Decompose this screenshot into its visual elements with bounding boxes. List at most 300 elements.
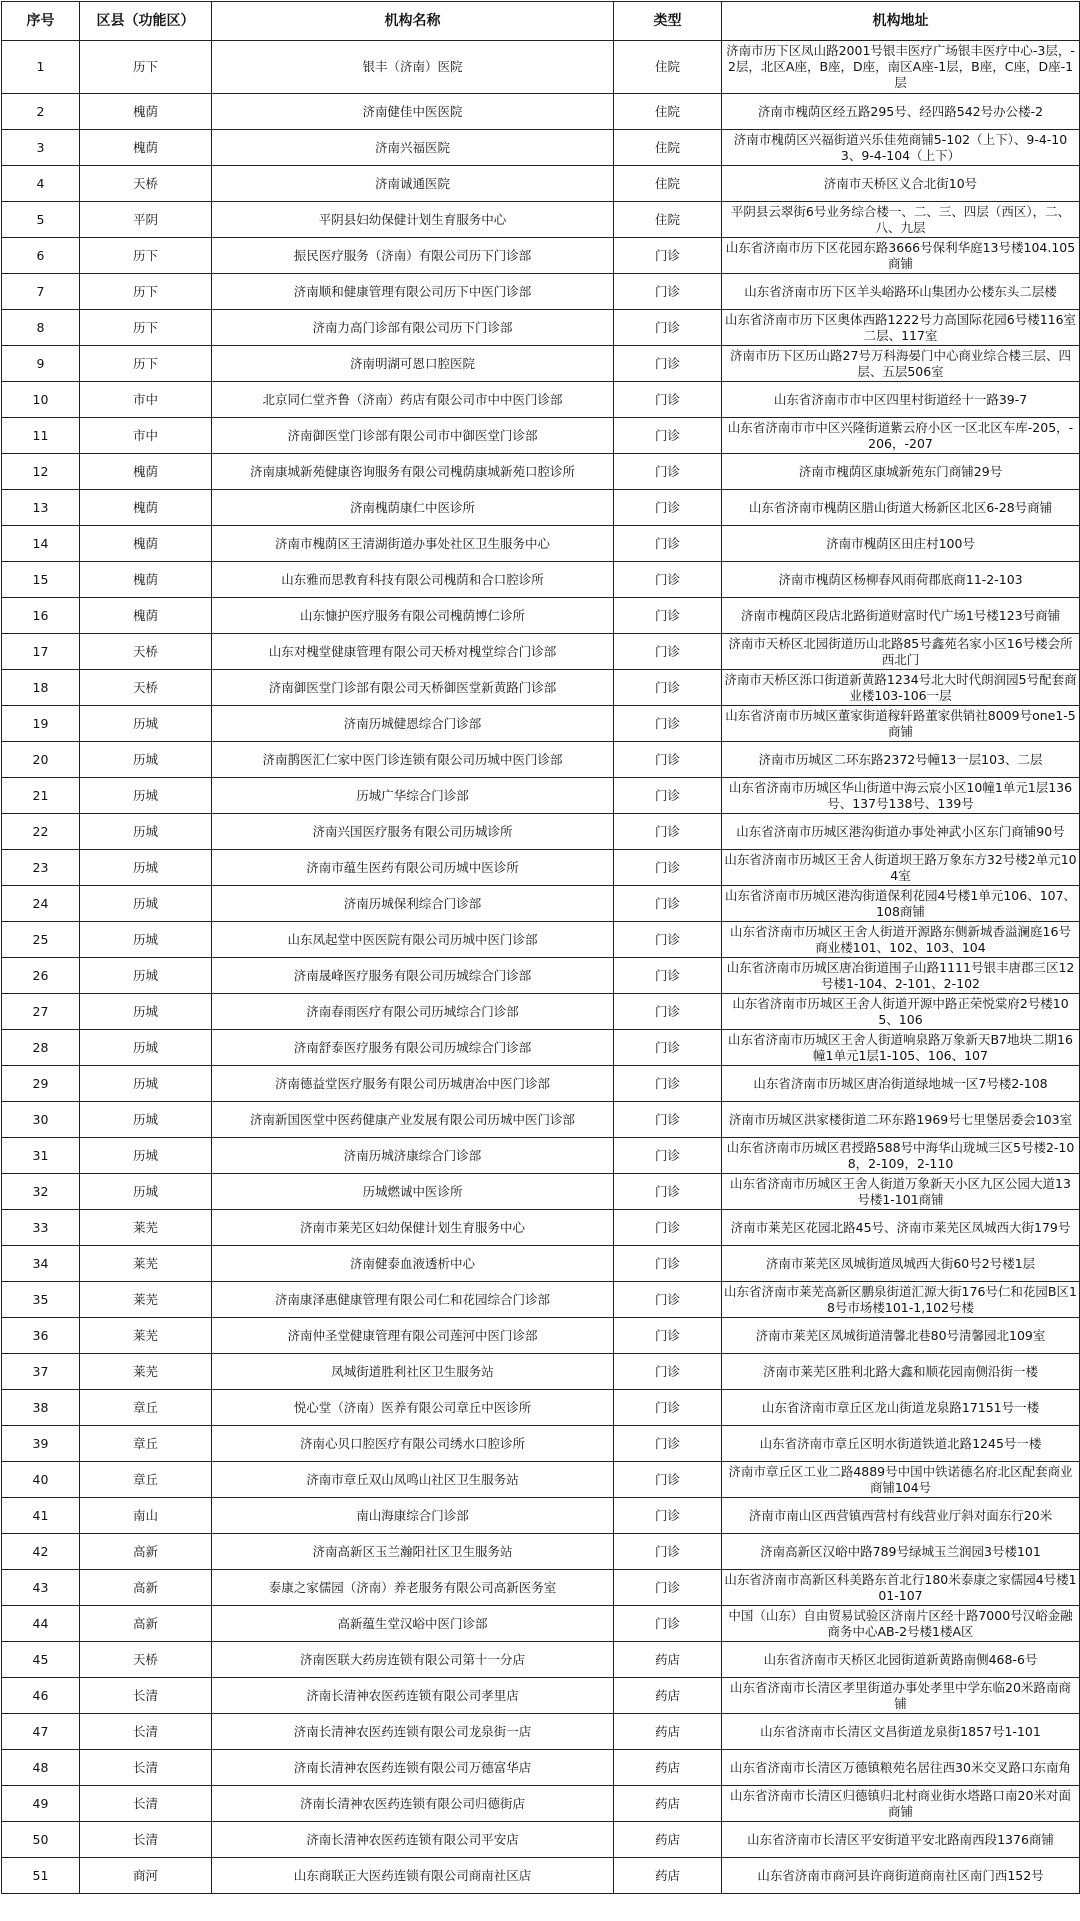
table-row — [2, 1462, 1080, 1498]
district-cell: 历城 — [80, 850, 212, 886]
institution-name-cell: 济南御医堂门诊部有限公司天桥御医堂新黄路门诊部 — [212, 670, 614, 706]
type-cell: 门诊 — [614, 1066, 722, 1102]
type-cell: 门诊 — [614, 490, 722, 526]
institution-name-cell: 银丰（济南）医院 — [212, 41, 614, 94]
district-cell: 槐荫 — [80, 94, 212, 130]
district-cell: 天桥 — [80, 166, 212, 202]
address-cell: 济南市槐荫区田庄村100号 — [722, 526, 1080, 562]
district-cell: 南山 — [80, 1498, 212, 1534]
table-header-row — [2, 2, 1080, 41]
address-cell: 山东省济南市历下区羊头峪路环山集团办公楼东头二层楼 — [722, 274, 1080, 310]
serial-number-cell: 38 — [2, 1390, 80, 1426]
type-cell: 门诊 — [614, 1606, 722, 1642]
serial-number-cell: 14 — [2, 526, 80, 562]
district-cell: 高新 — [80, 1570, 212, 1606]
district-cell: 天桥 — [80, 670, 212, 706]
district-cell: 天桥 — [80, 634, 212, 670]
address-cell: 山东省济南市历城区港沟街道办事处神武小区东门商铺90号 — [722, 814, 1080, 850]
district-cell: 莱芜 — [80, 1210, 212, 1246]
table-row — [2, 166, 1080, 202]
district-cell: 高新 — [80, 1606, 212, 1642]
district-cell: 莱芜 — [80, 1318, 212, 1354]
address-cell: 平阴县云翠街6号业务综合楼一、二、三、四层（西区），二、八、九层 — [722, 202, 1080, 238]
table-row — [2, 850, 1080, 886]
type-cell: 门诊 — [614, 1318, 722, 1354]
institution-name-cell: 济南兴国医疗服务有限公司历城诊所 — [212, 814, 614, 850]
institution-name-cell: 历城广华综合门诊部 — [212, 778, 614, 814]
table-row — [2, 238, 1080, 274]
type-cell: 门诊 — [614, 958, 722, 994]
serial-number-cell: 18 — [2, 670, 80, 706]
table-row — [2, 1534, 1080, 1570]
institution-name-cell: 历城燃诚中医诊所 — [212, 1174, 614, 1210]
type-cell: 药店 — [614, 1678, 722, 1714]
serial-number-cell: 4 — [2, 166, 80, 202]
district-cell: 历城 — [80, 1174, 212, 1210]
table-row — [2, 1786, 1080, 1822]
type-cell: 门诊 — [614, 850, 722, 886]
table-row — [2, 1750, 1080, 1786]
district-cell: 章丘 — [80, 1462, 212, 1498]
serial-number-cell: 9 — [2, 346, 80, 382]
district-cell: 槐荫 — [80, 526, 212, 562]
table-row — [2, 958, 1080, 994]
district-cell: 历城 — [80, 778, 212, 814]
table-row — [2, 1246, 1080, 1282]
address-cell: 济南市槐荫区杨柳春风雨荷郡底商11-2-103 — [722, 562, 1080, 598]
type-cell: 门诊 — [614, 814, 722, 850]
district-cell: 平阴 — [80, 202, 212, 238]
district-cell: 历下 — [80, 41, 212, 94]
address-cell: 济南市槐荫区康城新苑东门商铺29号 — [722, 454, 1080, 490]
institution-name-cell: 济南长清神农医药连锁有限公司万德富华店 — [212, 1750, 614, 1786]
institution-name-cell: 济南高新区玉兰瀚阳社区卫生服务站 — [212, 1534, 614, 1570]
district-cell: 长清 — [80, 1822, 212, 1858]
table-row — [2, 1318, 1080, 1354]
district-cell: 市中 — [80, 382, 212, 418]
type-cell: 门诊 — [614, 634, 722, 670]
district-cell: 槐荫 — [80, 130, 212, 166]
institution-name-cell: 高新蕴生堂汉峪中医门诊部 — [212, 1606, 614, 1642]
serial-number-cell: 32 — [2, 1174, 80, 1210]
address-cell: 济南市历城区二环东路2372号幢13一层103、二层 — [722, 742, 1080, 778]
serial-number-cell: 13 — [2, 490, 80, 526]
institution-name-cell: 济南御医堂门诊部有限公司市中御医堂门诊部 — [212, 418, 614, 454]
district-cell: 历城 — [80, 1138, 212, 1174]
table-row — [2, 634, 1080, 670]
institution-name-cell: 济南槐荫康仁中医诊所 — [212, 490, 614, 526]
table-row — [2, 1642, 1080, 1678]
district-cell: 历城 — [80, 814, 212, 850]
serial-number-cell: 47 — [2, 1714, 80, 1750]
type-cell: 门诊 — [614, 1354, 722, 1390]
district-cell: 莱芜 — [80, 1246, 212, 1282]
district-cell: 高新 — [80, 1534, 212, 1570]
address-cell: 济南市莱芜区胜利北路大鑫和顺花园南侧沿街一楼 — [722, 1354, 1080, 1390]
address-cell: 山东省济南市历城区君授路588号中海华山珑城三区5号楼2-108，2-109，2-110 — [722, 1138, 1080, 1174]
serial-number-cell: 40 — [2, 1462, 80, 1498]
address-cell: 山东省济南市历城区唐冶街道绿地城一区7号楼2-108 — [722, 1066, 1080, 1102]
table-row — [2, 454, 1080, 490]
institution-name-cell: 济南医联大药房连锁有限公司第十一分店 — [212, 1642, 614, 1678]
serial-number-cell: 25 — [2, 922, 80, 958]
institution-name-cell: 济南顺和健康管理有限公司历下中医门诊部 — [212, 274, 614, 310]
serial-number-cell: 28 — [2, 1030, 80, 1066]
district-cell: 长清 — [80, 1750, 212, 1786]
type-cell: 药店 — [614, 1822, 722, 1858]
institution-name-cell: 济南长清神农医药连锁有限公司龙泉街一店 — [212, 1714, 614, 1750]
district-cell: 历城 — [80, 706, 212, 742]
type-cell: 住院 — [614, 166, 722, 202]
institution-name-cell: 济南康泽惠健康管理有限公司仁和花园综合门诊部 — [212, 1282, 614, 1318]
institution-name-cell: 山东雅而思教育科技有限公司槐荫和合口腔诊所 — [212, 562, 614, 598]
address-cell: 济南市莱芜区花园北路45号、济南市莱芜区凤城西大街179号 — [722, 1210, 1080, 1246]
institution-name-cell: 济南健泰血液透析中心 — [212, 1246, 614, 1282]
table-row — [2, 41, 1080, 94]
institution-name-cell: 济南健佳中医医院 — [212, 94, 614, 130]
type-cell: 门诊 — [614, 1390, 722, 1426]
table-row — [2, 1678, 1080, 1714]
table-row — [2, 994, 1080, 1030]
serial-number-cell: 5 — [2, 202, 80, 238]
serial-number-cell: 43 — [2, 1570, 80, 1606]
institution-name-cell: 济南力高门诊部有限公司历下门诊部 — [212, 310, 614, 346]
district-cell: 历城 — [80, 1102, 212, 1138]
serial-number-cell: 20 — [2, 742, 80, 778]
address-cell: 山东省济南市市中区兴隆街道紫云府小区一区北区车库-205，-206，-207 — [722, 418, 1080, 454]
table-row — [2, 706, 1080, 742]
institution-name-cell: 凤城街道胜利社区卫生服务站 — [212, 1354, 614, 1390]
address-cell: 山东省济南市长清区文昌街道龙泉街1857号1-101 — [722, 1714, 1080, 1750]
address-cell: 山东省济南市历城区王舍人街道坝王路万象东方32号楼2单元104室 — [722, 850, 1080, 886]
type-cell: 门诊 — [614, 526, 722, 562]
address-cell: 山东省济南市市中区四里村街道经十一路39-7 — [722, 382, 1080, 418]
table-row — [2, 1138, 1080, 1174]
address-cell: 山东省济南市历城区王舍人街道万象新天小区九区公园大道13号楼1-101商铺 — [722, 1174, 1080, 1210]
serial-number-cell: 44 — [2, 1606, 80, 1642]
district-cell: 长清 — [80, 1678, 212, 1714]
table-row — [2, 814, 1080, 850]
district-cell: 章丘 — [80, 1426, 212, 1462]
table-row — [2, 346, 1080, 382]
address-cell: 济南市槐荫区经五路295号、经四路542号办公楼-2 — [722, 94, 1080, 130]
serial-number-cell: 42 — [2, 1534, 80, 1570]
district-cell: 历下 — [80, 310, 212, 346]
serial-number-cell: 22 — [2, 814, 80, 850]
type-cell: 住院 — [614, 130, 722, 166]
table-row — [2, 886, 1080, 922]
serial-number-cell: 45 — [2, 1642, 80, 1678]
type-cell: 门诊 — [614, 922, 722, 958]
table-row — [2, 1498, 1080, 1534]
district-cell: 历城 — [80, 1066, 212, 1102]
district-cell: 历城 — [80, 742, 212, 778]
address-cell: 济南市天桥区泺口街道新黄路1234号北大时代朗润园5号配套商业楼103-106一层 — [722, 670, 1080, 706]
table-row — [2, 1282, 1080, 1318]
serial-number-cell: 16 — [2, 598, 80, 634]
institution-name-cell: 南山海康综合门诊部 — [212, 1498, 614, 1534]
serial-number-cell: 36 — [2, 1318, 80, 1354]
type-cell: 门诊 — [614, 742, 722, 778]
type-cell: 门诊 — [614, 1426, 722, 1462]
type-cell: 门诊 — [614, 670, 722, 706]
type-cell: 门诊 — [614, 706, 722, 742]
serial-number-cell: 11 — [2, 418, 80, 454]
type-cell: 门诊 — [614, 1138, 722, 1174]
address-cell: 山东省济南市长清区平安街道平安北路南西段1376商铺 — [722, 1822, 1080, 1858]
header-serial-number: 序号 — [2, 2, 80, 41]
table-body — [2, 41, 1080, 1894]
serial-number-cell: 12 — [2, 454, 80, 490]
district-cell: 历城 — [80, 1030, 212, 1066]
institution-name-cell: 济南晟峰医疗服务有限公司历城综合门诊部 — [212, 958, 614, 994]
type-cell: 门诊 — [614, 238, 722, 274]
serial-number-cell: 15 — [2, 562, 80, 598]
address-cell: 山东省济南市历城区王舍人街道开源中路正荣悦棠府2号楼105、106 — [722, 994, 1080, 1030]
address-cell: 济南市莱芜区凤城街道凤城西大街60号2号楼1层 — [722, 1246, 1080, 1282]
institution-name-cell: 济南春雨医疗有限公司历城综合门诊部 — [212, 994, 614, 1030]
address-cell: 济南市历下区凤山路2001号银丰医疗广场银丰医疗中心-3层，-2层，北区A座，B座，D座，南区A座-1层，B座，C座，D座-1层 — [722, 41, 1080, 94]
address-cell: 山东省济南市长清区孝里街道办事处孝里中学东临20米路南商铺 — [722, 1678, 1080, 1714]
type-cell: 门诊 — [614, 994, 722, 1030]
district-cell: 历下 — [80, 346, 212, 382]
header-institution-name: 机构名称 — [212, 2, 614, 41]
type-cell: 门诊 — [614, 562, 722, 598]
serial-number-cell: 29 — [2, 1066, 80, 1102]
institution-name-cell: 济南德益堂医疗服务有限公司历城唐冶中医门诊部 — [212, 1066, 614, 1102]
address-cell: 山东省济南市历城区唐冶街道围子山路1111号银丰唐郡三区12号楼1-104、2-101、2-102 — [722, 958, 1080, 994]
serial-number-cell: 39 — [2, 1426, 80, 1462]
table-row — [2, 1822, 1080, 1858]
address-cell: 济南市章丘区工业二路4889号中国中铁诺德名府北区配套商业商铺104号 — [722, 1462, 1080, 1498]
institution-name-cell: 济南市章丘双山凤鸣山社区卫生服务站 — [212, 1462, 614, 1498]
address-cell: 中国（山东）自由贸易试验区济南片区经十路7000号汉峪金融商务中心AB-2号楼1楼A区 — [722, 1606, 1080, 1642]
institution-name-cell: 济南明湖可恩口腔医院 — [212, 346, 614, 382]
table-row — [2, 1174, 1080, 1210]
header-district: 区县（功能区） — [80, 2, 212, 41]
serial-number-cell: 50 — [2, 1822, 80, 1858]
address-cell: 山东省济南市历城区王舍人街道响泉路万象新天B7地块二期16幢1单元1层1-105、106、107 — [722, 1030, 1080, 1066]
address-cell: 山东省济南市长清区万德镇粮苑名居往西30米交叉路口东南角 — [722, 1750, 1080, 1786]
district-cell: 长清 — [80, 1714, 212, 1750]
type-cell: 门诊 — [614, 1210, 722, 1246]
institution-name-cell: 济南仲圣堂健康管理有限公司莲河中医门诊部 — [212, 1318, 614, 1354]
district-cell: 长清 — [80, 1786, 212, 1822]
serial-number-cell: 49 — [2, 1786, 80, 1822]
address-cell: 山东省济南市商河县许商街道商南社区南门西152号 — [722, 1858, 1080, 1894]
address-cell: 济南市天桥区义合北街10号 — [722, 166, 1080, 202]
institution-name-cell: 济南市莱芜区妇幼保健计划生育服务中心 — [212, 1210, 614, 1246]
serial-number-cell: 26 — [2, 958, 80, 994]
type-cell: 门诊 — [614, 454, 722, 490]
serial-number-cell: 3 — [2, 130, 80, 166]
serial-number-cell: 41 — [2, 1498, 80, 1534]
institution-name-cell: 山东对槐堂健康管理有限公司天桥对槐堂综合门诊部 — [212, 634, 614, 670]
institution-name-cell: 济南舒泰医疗服务有限公司历城综合门诊部 — [212, 1030, 614, 1066]
serial-number-cell: 24 — [2, 886, 80, 922]
type-cell: 门诊 — [614, 886, 722, 922]
type-cell: 住院 — [614, 41, 722, 94]
district-cell: 历城 — [80, 958, 212, 994]
district-cell: 历下 — [80, 238, 212, 274]
table-row — [2, 1426, 1080, 1462]
district-cell: 槐荫 — [80, 598, 212, 634]
type-cell: 门诊 — [614, 1174, 722, 1210]
type-cell: 门诊 — [614, 1030, 722, 1066]
table-row — [2, 1570, 1080, 1606]
type-cell: 药店 — [614, 1786, 722, 1822]
type-cell: 门诊 — [614, 310, 722, 346]
type-cell: 药店 — [614, 1714, 722, 1750]
table-row — [2, 562, 1080, 598]
type-cell: 住院 — [614, 94, 722, 130]
address-cell: 山东省济南市历下区花园东路3666号保利华庭13号楼104.105商铺 — [722, 238, 1080, 274]
address-cell: 济南市天桥区北园街道历山北路85号鑫苑名家小区16号楼会所西北门 — [722, 634, 1080, 670]
serial-number-cell: 6 — [2, 238, 80, 274]
table-row — [2, 1606, 1080, 1642]
serial-number-cell: 30 — [2, 1102, 80, 1138]
institution-name-cell: 济南市槐荫区王清湖街道办事处社区卫生服务中心 — [212, 526, 614, 562]
district-cell: 莱芜 — [80, 1282, 212, 1318]
table-row — [2, 598, 1080, 634]
type-cell: 门诊 — [614, 778, 722, 814]
district-cell: 槐荫 — [80, 562, 212, 598]
table-row — [2, 418, 1080, 454]
institution-name-cell: 济南市蕴生医药有限公司历城中医诊所 — [212, 850, 614, 886]
serial-number-cell: 8 — [2, 310, 80, 346]
district-cell: 历下 — [80, 274, 212, 310]
table-row — [2, 274, 1080, 310]
institution-name-cell: 济南兴福医院 — [212, 130, 614, 166]
table-row — [2, 202, 1080, 238]
address-cell: 山东省济南市天桥区北园街道新黄路南侧468-6号 — [722, 1642, 1080, 1678]
serial-number-cell: 17 — [2, 634, 80, 670]
institution-name-cell: 济南历城保利综合门诊部 — [212, 886, 614, 922]
address-cell: 山东省济南市历城区王舍人街道开源路东侧新城香溢澜庭16号商业楼101、102、103、104 — [722, 922, 1080, 958]
type-cell: 门诊 — [614, 382, 722, 418]
institution-name-cell: 济南长清神农医药连锁有限公司孝里店 — [212, 1678, 614, 1714]
address-cell: 济南市南山区西营镇西营村有线营业厅斜对面东行20米 — [722, 1498, 1080, 1534]
address-cell: 山东省济南市历下区奥体西路1222号力高国际花园6号楼116室二层、117室 — [722, 310, 1080, 346]
address-cell: 山东省济南市章丘区明水街道铁道北路1245号一楼 — [722, 1426, 1080, 1462]
district-cell: 市中 — [80, 418, 212, 454]
institution-name-cell: 北京同仁堂齐鲁（济南）药店有限公司市中中医门诊部 — [212, 382, 614, 418]
type-cell: 门诊 — [614, 1246, 722, 1282]
table-row — [2, 778, 1080, 814]
serial-number-cell: 37 — [2, 1354, 80, 1390]
header-address: 机构地址 — [722, 2, 1080, 41]
institution-name-cell: 济南诚通医院 — [212, 166, 614, 202]
type-cell: 住院 — [614, 202, 722, 238]
table-row — [2, 382, 1080, 418]
address-cell: 济南市槐荫区段店北路街道财富时代广场1号楼123号商铺 — [722, 598, 1080, 634]
table-row — [2, 1714, 1080, 1750]
address-cell: 济南市历下区历山路27号万科海晏门中心商业综合楼三层、四层、五层506室 — [722, 346, 1080, 382]
serial-number-cell: 10 — [2, 382, 80, 418]
table-row — [2, 490, 1080, 526]
type-cell: 药店 — [614, 1858, 722, 1894]
serial-number-cell: 48 — [2, 1750, 80, 1786]
table-row — [2, 1066, 1080, 1102]
serial-number-cell: 7 — [2, 274, 80, 310]
table-row — [2, 1030, 1080, 1066]
institution-table — [1, 1, 1080, 1894]
table-row — [2, 1102, 1080, 1138]
type-cell: 药店 — [614, 1642, 722, 1678]
type-cell: 药店 — [614, 1750, 722, 1786]
serial-number-cell: 27 — [2, 994, 80, 1030]
table-row — [2, 670, 1080, 706]
institution-name-cell: 山东商联正大医药连锁有限公司商南社区店 — [212, 1858, 614, 1894]
institution-name-cell: 泰康之家儒园（济南）养老服务有限公司高新医务室 — [212, 1570, 614, 1606]
district-cell: 天桥 — [80, 1642, 212, 1678]
serial-number-cell: 33 — [2, 1210, 80, 1246]
address-cell: 山东省济南市长清区归德镇归北村商业街水塔路口南20米对面商铺 — [722, 1786, 1080, 1822]
type-cell: 门诊 — [614, 274, 722, 310]
institution-name-cell: 振民医疗服务（济南）有限公司历下门诊部 — [212, 238, 614, 274]
institution-name-cell: 济南新国医堂中医药健康产业发展有限公司历城中医门诊部 — [212, 1102, 614, 1138]
header-type: 类型 — [614, 2, 722, 41]
table-row — [2, 1390, 1080, 1426]
institution-name-cell: 济南长清神农医药连锁有限公司归德街店 — [212, 1786, 614, 1822]
institution-name-cell: 济南历城健恩综合门诊部 — [212, 706, 614, 742]
address-cell: 山东省济南市莱芜高新区鹏泉街道汇源大街176号仁和花园B区18号市场楼101-1,102号楼 — [722, 1282, 1080, 1318]
institution-name-cell: 济南心贝口腔医疗有限公司绣水口腔诊所 — [212, 1426, 614, 1462]
serial-number-cell: 21 — [2, 778, 80, 814]
table-row — [2, 310, 1080, 346]
institution-name-cell: 山东凤起堂中医医院有限公司历城中医门诊部 — [212, 922, 614, 958]
address-cell: 山东省济南市槐荫区腊山街道大杨新区北区6-28号商铺 — [722, 490, 1080, 526]
institution-name-cell: 山东慷护医疗服务有限公司槐荫博仁诊所 — [212, 598, 614, 634]
address-cell: 济南市莱芜区凤城街道清馨北巷80号清馨园北109室 — [722, 1318, 1080, 1354]
address-cell: 山东省济南市历城区港沟街道保利花园4号楼1单元106、107、108商铺 — [722, 886, 1080, 922]
institution-name-cell: 济南康城新苑健康咨询服务有限公司槐荫康城新苑口腔诊所 — [212, 454, 614, 490]
district-cell: 槐荫 — [80, 454, 212, 490]
type-cell: 门诊 — [614, 1102, 722, 1138]
table-row — [2, 526, 1080, 562]
institution-name-cell: 悦心堂（济南）医养有限公司章丘中医诊所 — [212, 1390, 614, 1426]
serial-number-cell: 51 — [2, 1858, 80, 1894]
table-row — [2, 94, 1080, 130]
table-row — [2, 1210, 1080, 1246]
address-cell: 山东省济南市高新区科美路东首北行180米泰康之家儒园4号楼101-107 — [722, 1570, 1080, 1606]
address-cell: 济南市槐荫区兴福街道兴乐佳苑商铺5-102（上下）、9-4-103、9-4-104（上下） — [722, 130, 1080, 166]
serial-number-cell: 19 — [2, 706, 80, 742]
institution-name-cell: 济南鹊医汇仁家中医门诊连锁有限公司历城中医门诊部 — [212, 742, 614, 778]
serial-number-cell: 1 — [2, 41, 80, 94]
table-row — [2, 1858, 1080, 1894]
institution-name-cell: 济南历城济康综合门诊部 — [212, 1138, 614, 1174]
district-cell: 章丘 — [80, 1390, 212, 1426]
district-cell: 历城 — [80, 994, 212, 1030]
district-cell: 商河 — [80, 1858, 212, 1894]
type-cell: 门诊 — [614, 418, 722, 454]
institution-name-cell: 济南长清神农医药连锁有限公司平安店 — [212, 1822, 614, 1858]
type-cell: 门诊 — [614, 1534, 722, 1570]
type-cell: 门诊 — [614, 1570, 722, 1606]
type-cell: 门诊 — [614, 1498, 722, 1534]
institution-name-cell: 平阴县妇幼保健计划生育服务中心 — [212, 202, 614, 238]
type-cell: 门诊 — [614, 598, 722, 634]
address-cell: 济南高新区汉峪中路789号绿城玉兰润园3号楼101 — [722, 1534, 1080, 1570]
table-row — [2, 922, 1080, 958]
table-row — [2, 1354, 1080, 1390]
address-cell: 山东省济南市章丘区龙山街道龙泉路17151号一楼 — [722, 1390, 1080, 1426]
type-cell: 门诊 — [614, 346, 722, 382]
serial-number-cell: 23 — [2, 850, 80, 886]
district-cell: 历城 — [80, 922, 212, 958]
serial-number-cell: 2 — [2, 94, 80, 130]
